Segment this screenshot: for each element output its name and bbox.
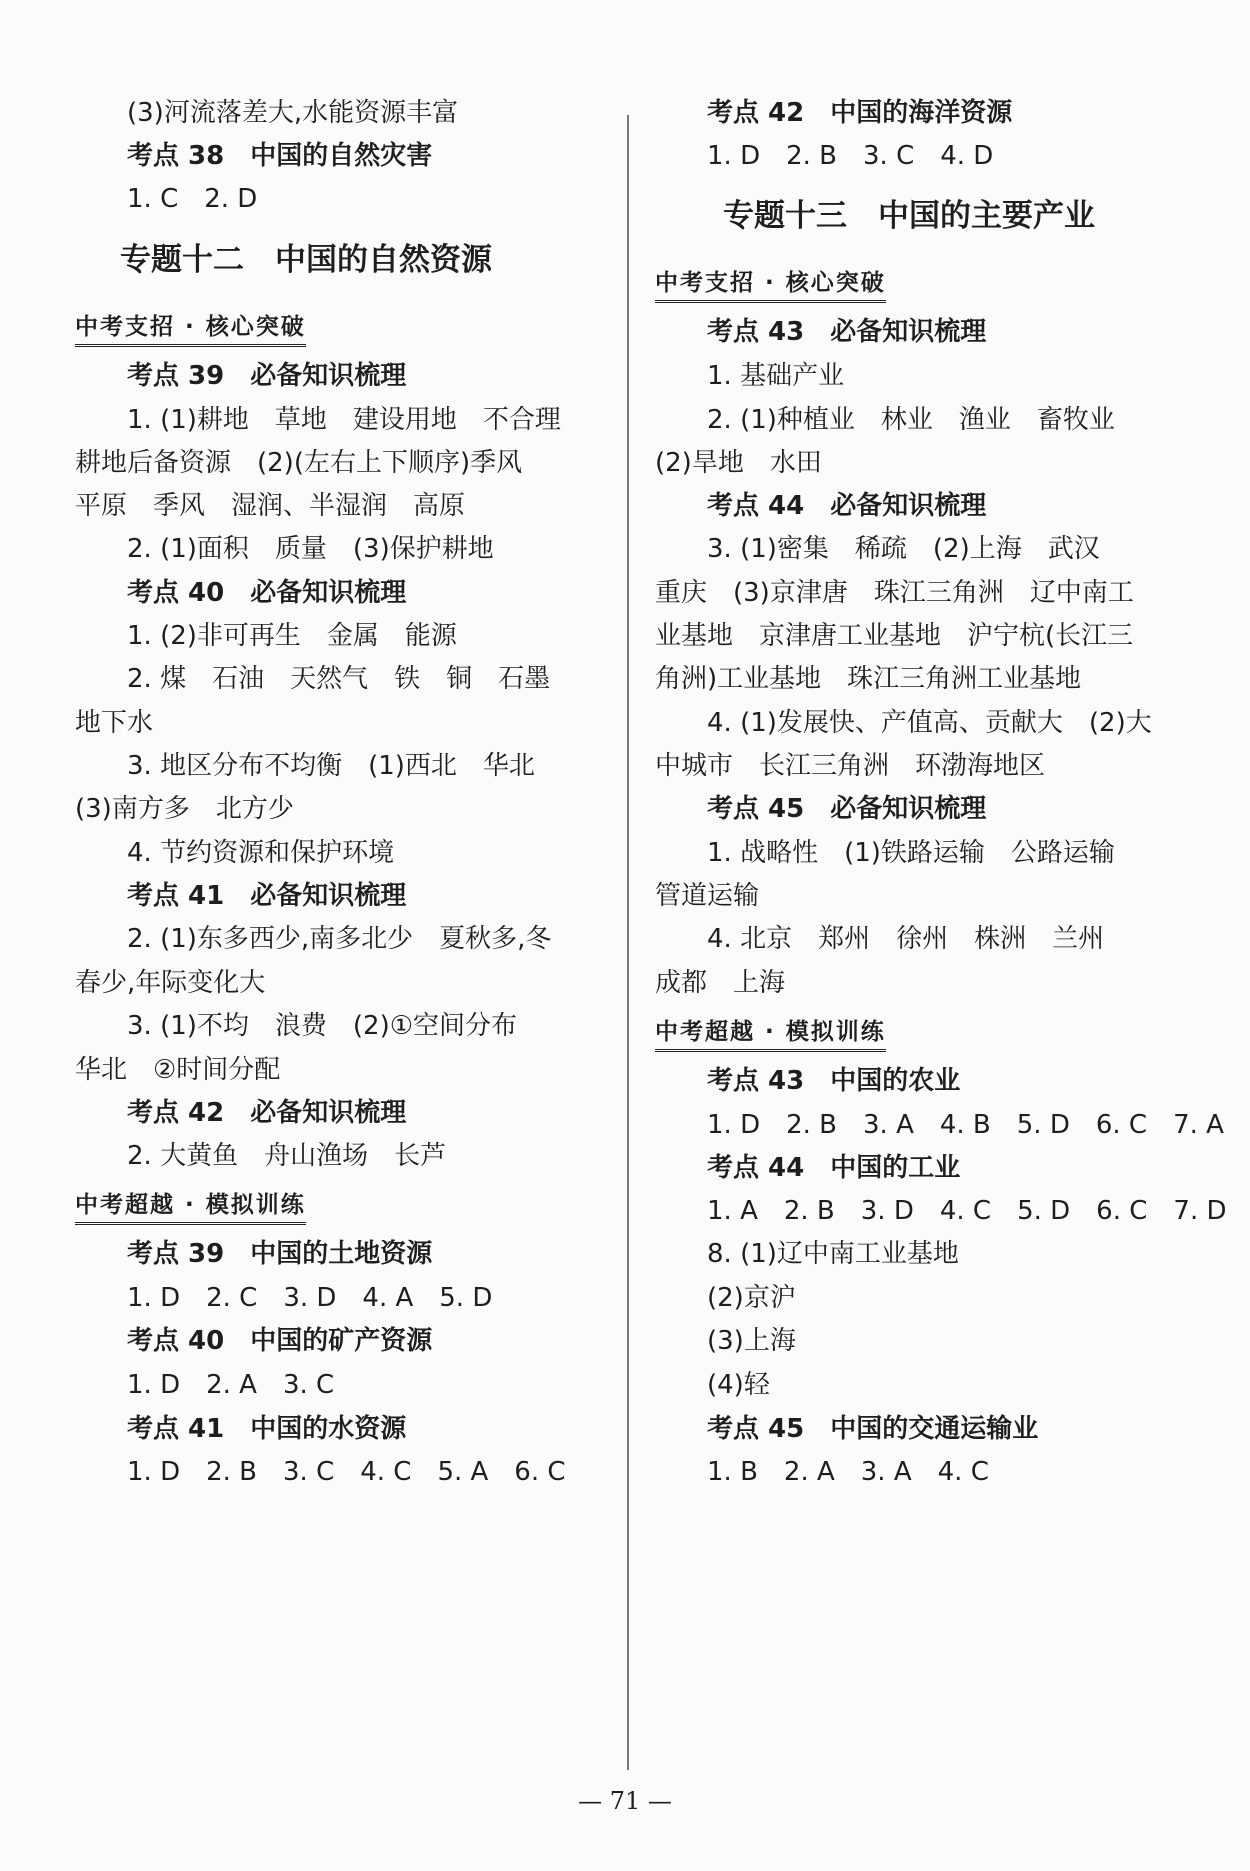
answer-line: 华北 ②时间分配 (75, 1055, 281, 1085)
kaodian-heading: 考点 39 中国的土地资源 (127, 1239, 433, 1269)
answer-line: 1. 战略性 (1)铁路运输 公路运输 (707, 838, 1115, 868)
kaodian-heading: 考点 43 中国的农业 (707, 1066, 961, 1096)
answer-line: 2. 煤 石油 天然气 铁 铜 石墨 (127, 664, 551, 694)
kaodian-heading: 考点 45 必备知识梳理 (707, 794, 987, 824)
kaodian-heading: 考点 43 必备知识梳理 (707, 317, 987, 347)
kaodian-heading: 考点 42 必备知识梳理 (127, 1098, 407, 1128)
kaodian-heading: 考点 40 中国的矿产资源 (127, 1326, 433, 1356)
kaodian-heading: 考点 44 中国的工业 (707, 1153, 961, 1183)
answer-line: 2. (1)东多西少,南多北少 夏秋多,冬 (127, 924, 552, 954)
kaodian-heading: 考点 40 必备知识梳理 (127, 578, 407, 608)
kaodian-heading: 考点 41 必备知识梳理 (127, 881, 407, 911)
answer-line: 1. D 2. A 3. C (127, 1370, 335, 1400)
answer-line: 地下水 (75, 708, 154, 738)
answer-line: 1. 基础产业 (707, 361, 845, 391)
answer-line: (3)河流落差大,水能资源丰富 (127, 98, 459, 128)
topic-title: 专题十三 中国的主要产业 (723, 198, 1095, 234)
answer-line: 中城市 长江三角洲 环渤海地区 (655, 751, 1046, 781)
answer-line: 管道运输 (655, 881, 760, 911)
answer-line: 春少,年际变化大 (75, 968, 266, 998)
answer-line: 3. (1)不均 浪费 (2)①空间分布 (127, 1011, 518, 1041)
answer-line: 4. 北京 郑州 徐州 株洲 兰州 (707, 924, 1105, 954)
answer-line: 1. D 2. C 3. D 4. A 5. D (127, 1283, 493, 1313)
answer-line: 1. C 2. D (127, 184, 258, 214)
answer-line: 1. (1)耕地 草地 建设用地 不合理 (127, 405, 561, 435)
answer-line: 角洲)工业基地 珠江三角洲工业基地 (655, 664, 1082, 694)
kaodian-heading: 考点 39 必备知识梳理 (127, 361, 407, 391)
kaodian-heading: 考点 42 中国的海洋资源 (707, 98, 1013, 128)
answer-line: 1. (2)非可再生 金属 能源 (127, 621, 457, 651)
kaodian-heading: 考点 44 必备知识梳理 (707, 491, 987, 521)
answer-line: (3)南方多 北方少 (75, 794, 294, 824)
section-heading: 中考支招 · 核心突破 (75, 312, 306, 347)
answer-line: 3. 地区分布不均衡 (1)西北 华北 (127, 751, 535, 781)
section-heading: 中考超越 · 模拟训练 (655, 1017, 886, 1052)
answer-line: 1. D 2. B 3. C 4. C 5. A 6. C (127, 1457, 566, 1487)
kaodian-heading: 考点 38 中国的自然灾害 (127, 141, 433, 171)
topic-title: 专题十二 中国的自然资源 (120, 242, 492, 278)
answer-line: 8. (1)辽中南工业基地 (707, 1239, 959, 1269)
answer-line: 耕地后备资源 (2)(左右上下顺序)季风 (75, 448, 523, 478)
answer-line: (3)上海 (707, 1326, 796, 1356)
section-heading: 中考支招 · 核心突破 (655, 268, 886, 303)
answer-line: 2. (1)种植业 林业 渔业 畜牧业 (707, 405, 1115, 435)
answer-line: 1. A 2. B 3. D 4. C 5. D 6. C 7. D (707, 1196, 1227, 1226)
answer-line: 4. 节约资源和保护环境 (127, 838, 395, 868)
kaodian-heading: 考点 45 中国的交通运输业 (707, 1414, 1039, 1444)
kaodian-heading: 考点 41 中国的水资源 (127, 1414, 407, 1444)
answer-line: 1. D 2. B 3. C 4. D (707, 141, 994, 171)
column-divider (627, 115, 629, 1770)
answer-line: 2. (1)面积 质量 (3)保护耕地 (127, 534, 494, 564)
answer-line: 1. B 2. A 3. A 4. C (707, 1457, 989, 1487)
answer-line: (2)旱地 水田 (655, 448, 822, 478)
page-number: — 71 — (578, 1787, 672, 1815)
answer-line: 平原 季风 湿润、半湿润 高原 (75, 491, 466, 521)
answer-line: 成都 上海 (655, 968, 786, 998)
answer-line: 1. D 2. B 3. A 4. B 5. D 6. C 7. A (707, 1110, 1224, 1140)
answer-line: 3. (1)密集 稀疏 (2)上海 武汉 (707, 534, 1100, 564)
answer-line: (2)京沪 (707, 1283, 796, 1313)
answer-line: 2. 大黄鱼 舟山渔场 长芦 (127, 1141, 447, 1171)
answer-line: 业基地 京津唐工业基地 沪宁杭(长江三 (655, 621, 1134, 651)
section-heading: 中考超越 · 模拟训练 (75, 1190, 306, 1225)
answer-line: 4. (1)发展快、产值高、贡献大 (2)大 (707, 708, 1152, 738)
answer-line: 重庆 (3)京津唐 珠江三角洲 辽中南工 (655, 578, 1134, 608)
answer-line: (4)轻 (707, 1370, 770, 1400)
